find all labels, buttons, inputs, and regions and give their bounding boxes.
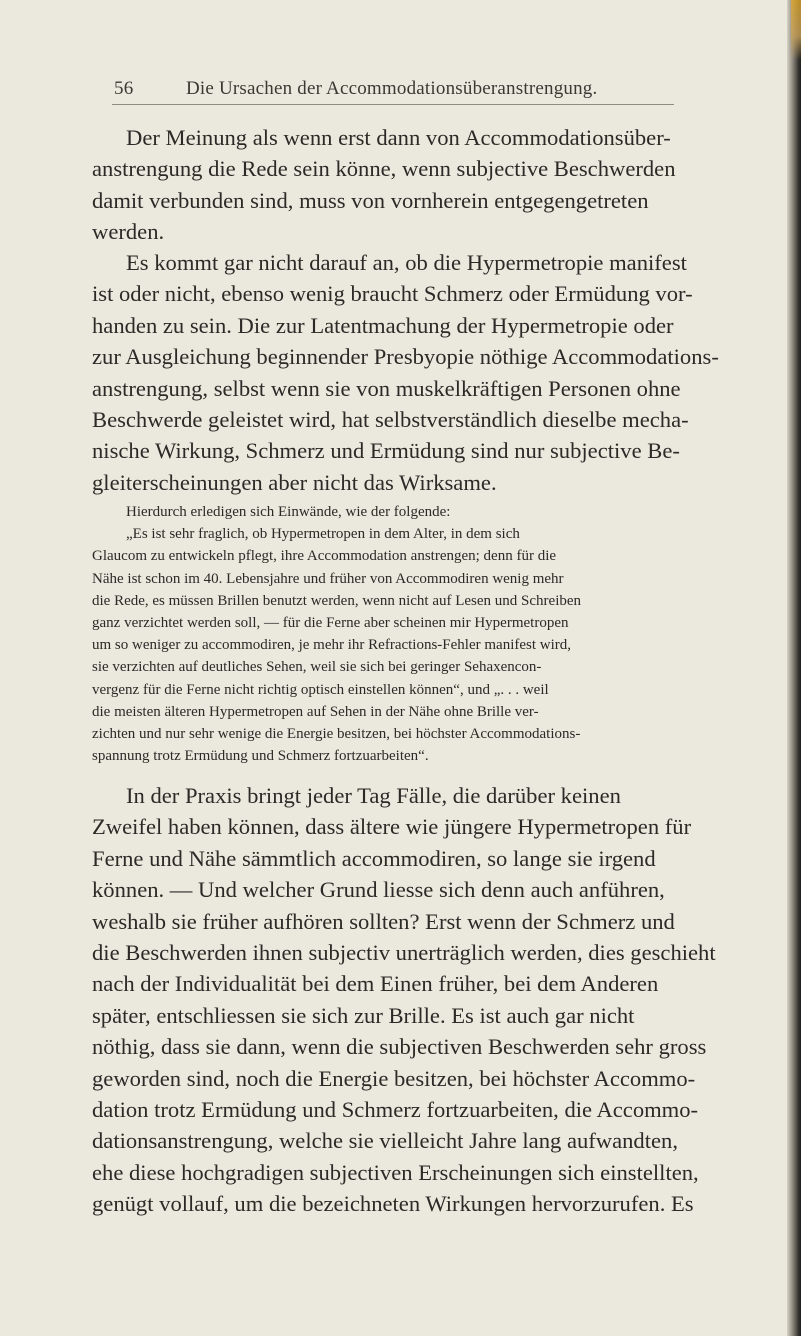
text-line: ganz verzichtet werden soll, — für die Ferne aber scheinen mir Hypermetropen xyxy=(92,614,569,631)
text-line: Ferne und Nähe sämmtlich accommodiren, so lange sie irgend xyxy=(92,845,656,871)
text-line: anstrengung die Rede sein könne, wenn subjective Beschwerden xyxy=(92,156,676,182)
paragraph-2 xyxy=(92,247,774,498)
header-rule xyxy=(112,104,674,105)
paragraph-3 xyxy=(92,780,774,1219)
text-line: später, entschliessen sie sich zur Brille. Es ist auch gar nicht xyxy=(92,1002,635,1028)
text-line: nöthig, dass sie dann, wenn die subjectiven Beschwerden sehr gross xyxy=(92,1034,707,1060)
text-line: dationsanstrengung, welche sie vielleicht Jahre lang aufwandten, xyxy=(92,1128,678,1154)
quoted-objection-block xyxy=(92,501,774,767)
text-line: zichten und nur sehr wenige die Energie besitzen, bei höchster Accommodations- xyxy=(92,725,581,742)
text-line: Glaucom zu entwickeln pflegt, ihre Accommodation anstrengen; denn für die xyxy=(92,548,557,565)
text-line: ist oder nicht, ebenso wenig braucht Schmerz oder Ermüdung vor- xyxy=(92,281,693,307)
text-line: vergenz für die Ferne nicht richtig optisch einstellen können“, und „. . . weil xyxy=(92,681,549,698)
text-line: Es kommt gar nicht darauf an, ob die Hypermetropie manifest xyxy=(126,250,687,275)
text-line: Hierdurch erledigen sich Einwände, wie der folgende: xyxy=(126,504,451,520)
text-line: anstrengung, selbst wenn sie von muskelkräftigen Personen ohne xyxy=(92,375,681,401)
text-line: sie verzichten auf deutliches Sehen, weil sie sich bei geringer Sehaxencon- xyxy=(92,659,542,676)
page-edge-shadow xyxy=(787,0,801,1336)
text-line: weshalb sie früher aufhören sollten? Erst wenn der Schmerz und xyxy=(92,908,675,934)
text-line: „Es ist sehr fraglich, ob Hypermetropen in dem Alter, in dem sich xyxy=(126,526,520,543)
text-line: um so weniger zu accommodiren, je mehr ihr Refractions-Fehler manifest wird, xyxy=(92,637,572,654)
text-line: genügt vollauf, um die bezeichneten Wirkungen hervorzurufen. Es xyxy=(92,1191,694,1217)
text-line: damit verbunden sind, muss von vornherein entgegengetreten xyxy=(92,187,649,213)
text-line: geworden sind, noch die Energie besitzen, bei höchster Accommo- xyxy=(92,1065,696,1091)
text-line: können. — Und welcher Grund liesse sich denn auch anführen, xyxy=(92,877,665,903)
text-line: ehe diese hochgradigen subjectiven Erscheinungen sich einstellten, xyxy=(92,1159,699,1185)
text-line: handen zu sein. Die zur Latentmachung der Hypermetropie oder xyxy=(92,312,674,338)
paragraph-1 xyxy=(92,122,774,248)
text-line: die meisten älteren Hypermetropen auf Sehen in der Nähe ohne Brille ver- xyxy=(92,703,539,720)
text-line: werden. xyxy=(92,219,165,245)
text-line: Zweifel haben können, dass ältere wie jüngere Hypermetropen für xyxy=(92,814,692,840)
running-title: Die Ursachen der Accommodationsüberanstrengung. xyxy=(186,78,598,99)
text-line: Der Meinung als wenn erst dann von Accommodationsüber- xyxy=(126,125,671,150)
text-line: die Beschwerden ihnen subjectiv unerträglich werden, dies geschieht xyxy=(92,939,716,965)
text-line: dation trotz Ermüdung und Schmerz fortzuarbeiten, die Accommo- xyxy=(92,1096,699,1122)
text-line: nische Wirkung, Schmerz und Ermüdung sind nur subjective Be- xyxy=(92,438,680,464)
text-line: die Rede, es müssen Brillen benutzt werden, wenn nicht auf Lesen und Schreiben xyxy=(92,592,582,609)
text-line: nach der Individualität bei dem Einen früher, bei dem Anderen xyxy=(92,971,659,997)
text-line: gleiterscheinungen aber nicht das Wirksame. xyxy=(92,469,497,495)
text-line: zur Ausgleichung beginnender Presbyopie nöthige Accommodations- xyxy=(92,344,719,370)
text-line: Nähe ist schon im 40. Lebensjahre und früher von Accommodiren wenig mehr xyxy=(92,570,564,587)
text-line: spannung trotz Ermüdung und Schmerz fortzuarbeiten“. xyxy=(92,748,429,765)
page-number: 56 xyxy=(114,78,134,99)
text-line: In der Praxis bringt jeder Tag Fälle, die darüber keinen xyxy=(126,783,621,808)
page-edge-tab xyxy=(791,0,801,60)
text-line: Beschwerde geleistet wird, hat selbstverständlich dieselbe mecha- xyxy=(92,406,689,432)
